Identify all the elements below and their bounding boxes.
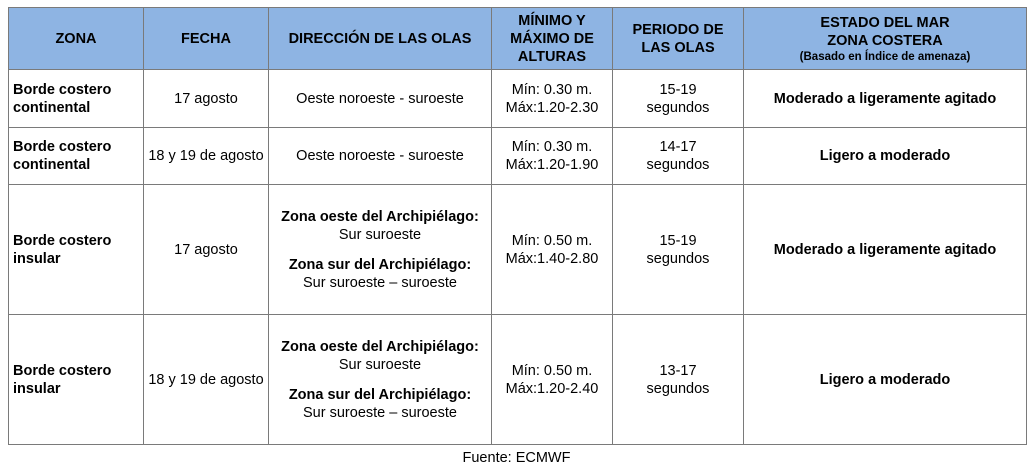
cell-direccion bbox=[269, 315, 492, 445]
cell-zona bbox=[9, 315, 144, 445]
header-estado bbox=[744, 8, 1027, 70]
cell-estado: Moderado a ligeramente agitado bbox=[744, 185, 1027, 315]
source-caption: Fuente: ECMWF bbox=[462, 450, 571, 466]
dir-sur-title: Zona sur del Archipiélago: bbox=[288, 386, 472, 403]
periodo-unit: segundos bbox=[646, 157, 710, 173]
cell-periodo bbox=[613, 70, 744, 128]
altura-min: Mín: 0.30 m. bbox=[511, 139, 593, 155]
cell-zona bbox=[9, 128, 144, 185]
altura-max: Máx:1.20-2.30 bbox=[505, 99, 599, 116]
header-estado-subtitle: (Basado en Índice de amenaza) bbox=[799, 50, 971, 63]
cell-direccion: Oeste noroeste - suroeste bbox=[269, 128, 492, 185]
header-estado-line2: ZONA COSTERA bbox=[827, 32, 943, 49]
dir-oeste-title: Zona oeste del Archipiélago: bbox=[281, 338, 479, 355]
table-row bbox=[9, 70, 1027, 128]
cell-alturas bbox=[492, 185, 613, 315]
altura-max: Máx:1.40-2.80 bbox=[505, 250, 599, 267]
dir-oeste-value: Sur suroeste bbox=[338, 356, 422, 373]
spacer bbox=[273, 374, 487, 386]
cell-periodo bbox=[613, 315, 744, 445]
altura-min: Mín: 0.50 m. bbox=[511, 362, 593, 379]
altura-max: Máx:1.20-1.90 bbox=[505, 157, 599, 173]
cell-zona bbox=[9, 70, 144, 128]
header-zona: ZONA bbox=[9, 8, 144, 70]
altura-min: Mín: 0.50 m. bbox=[511, 232, 593, 249]
periodo-range: 15-19 bbox=[659, 232, 697, 249]
cell-fecha: 18 y 19 de agosto bbox=[144, 315, 269, 445]
header-fecha: FECHA bbox=[144, 8, 269, 70]
zona-line2: continental bbox=[13, 157, 91, 173]
wave-forecast-table bbox=[8, 7, 1027, 445]
cell-zona bbox=[9, 185, 144, 315]
table-row bbox=[9, 315, 1027, 445]
header-periodo-line2: LAS OLAS bbox=[641, 39, 715, 56]
zona-line2: continental bbox=[13, 99, 91, 116]
periodo-unit: segundos bbox=[646, 250, 710, 267]
zona-line1: Borde costero bbox=[13, 232, 112, 249]
cell-alturas bbox=[492, 315, 613, 445]
dir-sur-value: Sur suroeste – suroeste bbox=[303, 274, 457, 291]
cell-direccion bbox=[269, 185, 492, 315]
header-alturas-line1: MÍNIMO Y bbox=[518, 12, 586, 29]
header-alturas bbox=[492, 8, 613, 70]
header-periodo bbox=[613, 8, 744, 70]
cell-periodo bbox=[613, 128, 744, 185]
zona-line2: insular bbox=[13, 380, 61, 397]
table-row bbox=[9, 128, 1027, 185]
dir-sur-title: Zona sur del Archipiélago: bbox=[288, 256, 472, 273]
periodo-range: 14-17 bbox=[659, 139, 697, 155]
cell-fecha: 17 agosto bbox=[144, 70, 269, 128]
header-alturas-line3: ALTURAS bbox=[517, 48, 587, 65]
periodo-unit: segundos bbox=[646, 380, 710, 397]
dir-sur-value: Sur suroeste – suroeste bbox=[303, 404, 457, 421]
cell-estado: Ligero a moderado bbox=[744, 128, 1027, 185]
cell-estado: Ligero a moderado bbox=[744, 315, 1027, 445]
altura-max: Máx:1.20-2.40 bbox=[505, 380, 599, 397]
cell-fecha: 18 y 19 de agosto bbox=[144, 128, 269, 185]
dir-oeste-title: Zona oeste del Archipiélago: bbox=[281, 208, 479, 225]
zona-line1: Borde costero bbox=[13, 81, 112, 98]
cell-alturas bbox=[492, 70, 613, 128]
header-direccion: DIRECCIÓN DE LAS OLAS bbox=[269, 8, 492, 70]
cell-estado: Moderado a ligeramente agitado bbox=[744, 70, 1027, 128]
header-alturas-line2: MÁXIMO DE bbox=[510, 30, 594, 47]
zona-line1: Borde costero bbox=[13, 362, 112, 379]
spacer bbox=[273, 244, 487, 256]
dir-oeste-value: Sur suroeste bbox=[338, 226, 422, 243]
table-header-row bbox=[9, 8, 1027, 70]
zona-line2: insular bbox=[13, 250, 61, 267]
altura-min: Mín: 0.30 m. bbox=[511, 81, 593, 98]
periodo-unit: segundos bbox=[646, 99, 710, 116]
periodo-range: 13-17 bbox=[659, 362, 697, 379]
table-row bbox=[9, 185, 1027, 315]
cell-direccion: Oeste noroeste - suroeste bbox=[269, 70, 492, 128]
cell-fecha: 17 agosto bbox=[144, 185, 269, 315]
header-periodo-line1: PERIODO DE bbox=[632, 21, 724, 38]
zona-line1: Borde costero bbox=[13, 139, 112, 155]
periodo-range: 15-19 bbox=[659, 81, 697, 98]
header-estado-line1: ESTADO DEL MAR bbox=[820, 14, 950, 31]
cell-periodo bbox=[613, 185, 744, 315]
cell-alturas bbox=[492, 128, 613, 185]
